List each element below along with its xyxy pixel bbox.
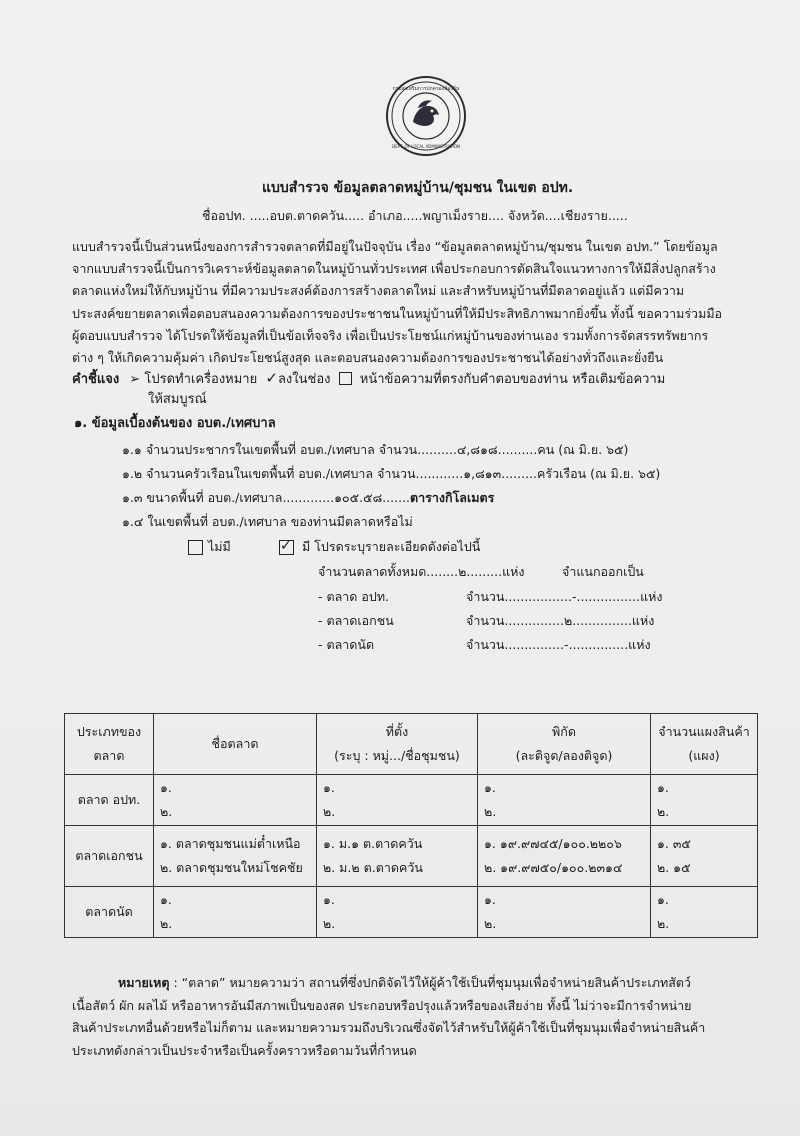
intro-line: ตลาดแห่งใหม่ให้กับหมู่บ้าน ที่มีความประสงค์ต้องการสร้างตลาดใหม่ และสำหรับหมู่บ้านที่มีตลาดอยู่แล้ว แต่มีความ: [72, 283, 685, 299]
market-type-count-field[interactable]: จำนวน...............๒...............แห่ง: [466, 613, 655, 628]
header-text: ประเภทของ: [76, 724, 142, 739]
instructions-line: [72, 370, 665, 388]
column-header-market-type: [65, 714, 154, 775]
market-name-cell[interactable]: [154, 775, 317, 826]
note-line: เนื้อสัตว์ ผัก ผลไม้ หรืออาหารอันมีสภาพเป็นของสด ประกอบหรือปรุงแล้วหรือของเสียง่าย ทั้งนี้ ไม่ว่าจะมีการจำหน่าย: [72, 997, 692, 1013]
cell-text: ๒.: [323, 804, 336, 819]
coordinates-cell[interactable]: [478, 887, 651, 938]
cell-text: ๑. ตลาดชุมชนแม่ต๋ำเหนือ: [160, 836, 301, 851]
has-market-question: ๑.๔ ในเขตพื้นที่ อบต./เทศบาล ของท่านมีตลาดหรือไม่: [122, 514, 413, 529]
checkmark-icon: ✓: [280, 538, 292, 554]
intro-line: แบบสำรวจนี้เป็นส่วนหนึ่งของการสำรวจตลาดที่มีอยู่ในปัจจุบัน เรื่อง “ข้อมูลตลาดหมู่บ้าน/ชุมชน ในเขต อปท.” โดยข้อมูล: [72, 239, 718, 254]
column-header-market-name: [154, 714, 317, 775]
market-type-label: - ตลาด อปท.: [318, 589, 390, 604]
table-row: [65, 826, 758, 887]
svg-text:กรมส่งเสริมการปกครองท้องถิ่น: กรมส่งเสริมการปกครองท้องถิ่น: [392, 86, 460, 92]
cell-text: ๒. ๑๙.๙๗๕๐/๑๐๐.๒๓๑๔: [484, 860, 623, 875]
cell-text: ๒. ม.๒ ต.ตาดควัน: [323, 860, 423, 875]
cell-text: ๑.: [657, 892, 669, 907]
header-text: (ละติจูด/ลองติจูด): [515, 748, 613, 763]
market-type-count-field[interactable]: จำนวน.................-................แห่ง: [466, 589, 663, 604]
seal-emblem-icon: [388, 78, 464, 154]
arrow-bullet-icon: ➢: [129, 372, 141, 387]
has-market-checkbox[interactable]: [279, 540, 294, 555]
location-line: ชื่ออปท. .....อบต.ตาดควัน..... อำเภอ.....พญาเม็งราย.... จังหวัด....เชียงราย.....: [202, 208, 628, 223]
note-line: ประเภทดังกล่าวเป็นประจำหรือเป็นครั้งคราวหรือตามวันที่กำหนด: [72, 1042, 417, 1058]
column-header-stalls: [651, 714, 758, 775]
cell-text: ๑.: [484, 780, 496, 795]
market-type-count-field[interactable]: จำนวน...............-...............แห่ง: [466, 637, 651, 652]
location-cell[interactable]: [317, 887, 478, 938]
cell-text: ๑. ม.๑ ต.ตาดควัน: [323, 836, 423, 851]
header-text: ชื่อตลาด: [211, 736, 259, 751]
market-name-cell[interactable]: [154, 826, 317, 887]
cell-text: ๑. ๓๕: [657, 836, 691, 851]
location-cell[interactable]: [317, 775, 478, 826]
survey-title: แบบสำรวจ ข้อมูลตลาดหมู่บ้าน/ชุมชน ในเขต อปท.: [262, 180, 574, 196]
cell-text: ๒.: [160, 916, 173, 931]
header-text: (แผง): [688, 748, 720, 763]
cell-text: ๑. ๑๙.๙๗๔๕/๑๐๐.๒๒๐๖: [484, 836, 622, 851]
cell-text: ๑.: [484, 892, 496, 907]
intro-line: ต่าง ๆ ให้เกิดความคุ้มค่า เกิดประโยชน์สูงสุด และตอบสนองความต้องการของประชาชนได้อย่างทั่วถึงและยั่งยืน: [72, 350, 664, 366]
header-text: ตลาด: [93, 748, 125, 763]
coordinates-cell[interactable]: [478, 775, 651, 826]
cell-text: ๒.: [160, 804, 173, 819]
market-type-cell: ตลาดนัด: [65, 887, 154, 938]
intro-line: ประสงค์ขยายตลาดเพื่อตอบสนองความต้องการของประชาชนในหมู่บ้านที่ให้มีประสิทธิภาพมากยิ่งขึ้น ทั้งนี้ ขอความร่วมมือ: [72, 305, 723, 321]
cell-text: ๒.: [484, 916, 497, 931]
instructions-text-1: โปรดทำเครื่องหมาย: [144, 372, 258, 387]
header-text: ที่ตั้ง: [385, 724, 409, 739]
has-market-label: มี โปรดระบุรายละเอียดดังต่อไปนี้: [302, 539, 481, 554]
cell-text: ๒. ๑๕: [657, 860, 691, 875]
instructions-text-2: ลงในช่อง: [277, 372, 331, 387]
column-header-coordinates: [478, 714, 651, 775]
header-text: พิกัด: [552, 724, 576, 739]
cell-text: ๑.: [160, 780, 172, 795]
cell-text: ๒.: [657, 916, 670, 931]
stalls-cell[interactable]: [651, 887, 758, 938]
market-type-cell: ตลาด อปท.: [65, 775, 154, 826]
no-market-label: ไม่มี: [208, 539, 231, 554]
area-value: ๑.๓ ขนาดพื้นที่ อบต./เทศบาล.............๑๐๕.๕๘.......: [122, 490, 411, 505]
area-unit: ตารางกิโลเมตร: [410, 490, 495, 505]
note-line: สินค้าประเภทอื่นด้วยหรือไม่ก็ตาม และหมายความรวมถึงบริเวณซึ่งจัดไว้สำหรับให้ผู้ค้าใช้เป็นที่ชุมนุมเพื่อจำหน่ายสินค้า: [72, 1020, 706, 1036]
empty-checkbox-icon: [339, 372, 352, 385]
note-line-first: [72, 972, 772, 995]
cell-text: ๒. ตลาดชุมชนใหม่โชคชัย: [160, 860, 303, 875]
total-markets-field[interactable]: จำนวนตลาดทั้งหมด........๒.........แห่ง: [318, 564, 525, 579]
intro-paragraph: [72, 236, 772, 369]
intro-line: ผู้ตอบแบบสำรวจ ได้โปรดให้ข้อมูลที่เป็นข้อเท็จจริง เพื่อเป็นประโยชน์แก่หมู่บ้านของท่านเอง รวมทั้งการจัดสรรทรัพยากร: [72, 327, 709, 343]
cell-text: ๒.: [323, 916, 336, 931]
note-text: : “ตลาด” หมายความว่า สถานที่ซึ่งปกติจัดไว้ให้ผู้ค้าใช้เป็นที่ชุมนุมเพื่อจำหน่ายสินค้าประเภทสัตว์: [173, 975, 691, 990]
market-table: [64, 713, 758, 938]
stalls-cell[interactable]: [651, 826, 758, 887]
market-type-label: - ตลาดเอกชน: [318, 613, 394, 628]
intro-line: จากแบบสำรวจนี้เป็นการวิเคราะห์ข้อมูลตลาดในหมู่บ้านทั่วประเทศ เพื่อประกอบการตัดสินใจแนวทางการให้มีสิ่งปลูกสร้าง: [72, 261, 716, 277]
coordinates-cell[interactable]: [478, 826, 651, 887]
market-type-cell: ตลาดเอกชน: [65, 826, 154, 887]
checkmark-icon: ✓: [265, 369, 278, 387]
market-name-cell[interactable]: [154, 887, 317, 938]
section-1-heading: ๑. ข้อมูลเบื้องต้นของ อบต./เทศบาล: [74, 416, 276, 431]
department-seal-logo: [386, 76, 466, 156]
svg-text:DEPT. OF LOCAL ADMINISTRATION: DEPT. OF LOCAL ADMINISTRATION: [392, 144, 460, 149]
header-text: จำนวนแผงสินค้า: [658, 724, 750, 739]
cell-text: ๑.: [323, 892, 335, 907]
table-header-row: [65, 714, 758, 775]
no-market-checkbox[interactable]: [188, 540, 203, 555]
table-row: [65, 775, 758, 826]
household-field[interactable]: ๑.๒ จำนวนครัวเรือนในเขตพื้นที่ อบต./เทศบาล จำนวน............๑,๘๑๓.........ครัวเรือน (ณ มิ.ย. ๖๕): [122, 466, 661, 481]
instructions-label: คำชี้แจง: [72, 372, 120, 387]
market-type-label: - ตลาดนัด: [318, 637, 375, 652]
cell-text: ๒.: [484, 804, 497, 819]
stalls-cell[interactable]: [651, 775, 758, 826]
location-cell[interactable]: [317, 826, 478, 887]
cell-text: ๑.: [323, 780, 335, 795]
header-text: (ระบุ : หมู่.../ชื่อชุมชน): [334, 748, 460, 763]
breakdown-label: จำแนกออกเป็น: [562, 564, 644, 579]
area-field[interactable]: [122, 490, 494, 506]
cell-text: ๑.: [657, 780, 669, 795]
cell-text: ๑.: [160, 892, 172, 907]
instructions-text-3: หน้าข้อความที่ตรงกับคำตอบของท่าน หรือเติมข้อความ: [359, 372, 666, 387]
note-label: หมายเหตุ: [118, 975, 170, 990]
note-paragraph: [72, 972, 772, 1062]
cell-text: ๒.: [657, 804, 670, 819]
instructions-line-2: ให้สมบูรณ์: [148, 392, 207, 407]
column-header-location: [317, 714, 478, 775]
population-field[interactable]: ๑.๑ จำนวนประชากรในเขตพื้นที่ อบต./เทศบาล จำนวน..........๔,๘๑๘..........คน (ณ มิ.ย. ๖๕): [122, 442, 629, 457]
table-row: [65, 887, 758, 938]
